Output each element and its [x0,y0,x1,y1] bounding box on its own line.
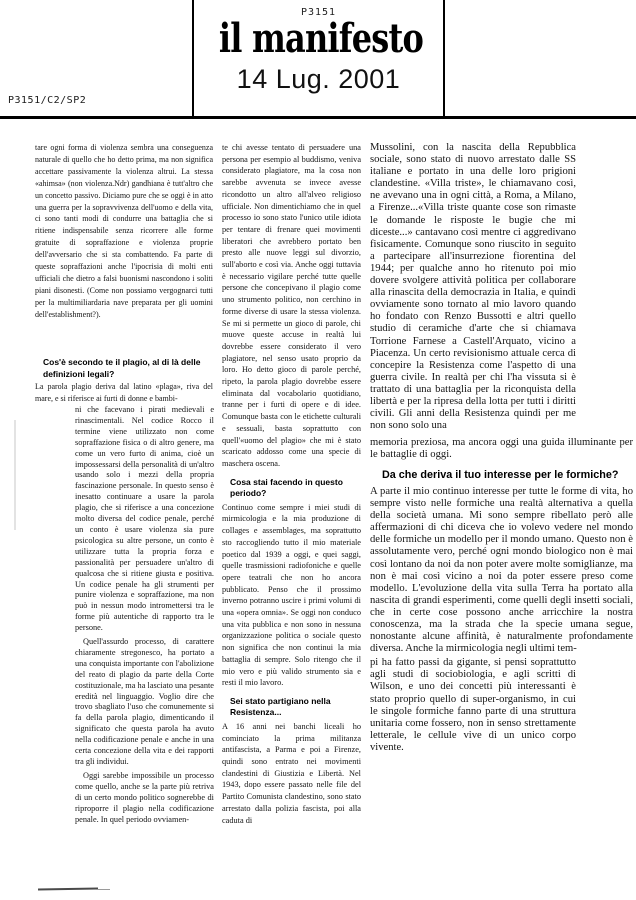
article-column-2 [222,142,361,826]
scan-artifact-line [38,887,98,890]
question-heading-resistenza: Sei stato partigiano nella Resistenza... [230,695,331,718]
newspaper-masthead: il manifesto [218,15,424,62]
issue-date: 14 Lug. 2001 [236,64,401,94]
article-column-1-paragraph-2-body: ni che facevano i pirati medievali e rinascimentali. Nel codice Rocco il termine viene utilizzato non come sopraffazione fisica o di altro genere, ma come un vero furto di anima, cioè un impossessarsi della personalità di un'altro usando solo i mezzi della propria fascinazione personale. In questo senso è inesatto continuare a usare la parola plagio, che si riferisce a una concezione molto diversa del codice penale, perché un conto è usare violenza sia pure psicologica su altre persone, un conto è utilizzare tutta la propria forza e passionalità per persuadere un'altro di qualcosa che si ritiene giusta e positiva. Un codice penale ha gli strumenti per punire violenza e sopraffazione, ma non può in nessun modo intromettersi tra le forme più autentiche di rapporto tra le persone. [75,405,214,633]
article-column-3-paragraph-2: memoria preziosa, ma ancora oggi una guida illuminante per le battaglie di oggi. [370,437,633,461]
question-heading-periodo: Cosa stai facendo in questo periodo? [230,476,343,499]
article-column-2-paragraph-2: Continuo come sempre i miei studi di mirmicologia e la mia produzione di collages e assemblages, ma soprattutto sto raccogliendo tutto il mio materiale poetico dal 1939 a oggi, e quei saggi, quelle trasmissioni radiofoniche e quelle opere teatrali che non ho ancora pubblicato. Penso che il prossimo inverno potranno uscire i primi volumi di una «opera omnia». Se oggi non conduco una vita pubblica e non sono in nessuna organizzazione politica o sociale questo non significa che non continui la mia battaglia di sempre. Solo ritengo che il mio vero e più valido strumento sia e resti il mio lavoro. [222,502,361,688]
article-column-1-paragraph-3: Quell'assurdo processo, di carattere chiaramente stregonesco, ha portato a una conquista importante con l'abolizione del reato di plagio da parte della Corte costituzionale, ma ha lasciato una pesante eredità nel linguaggio. Voglio dire che trovo sbagliato l'uso che comunemente si fa della parola plagio, dimenticando il significato che questa parola ha avuto nella codificazione penale e anche in una certa concezione della vita e dei rapporti tra gli individui. [75,637,214,766]
masthead-box [192,0,445,116]
press-review-code: P3151/C2/SP2 [8,95,87,106]
article-column-2-paragraph-3: A 16 anni nei banchi liceali ho cominciato la prima militanza antifascista, a Parma e poi a Firenze, quindi sono entrato nei movimenti clandestini di Giustizia e Libertà. Nel 1943, dopo essere passato nelle file del Partito Comunista clandestino, sono stato arrestato dalla polizia fascista, poi alla caduta di [222,721,361,825]
article-column-3-paragraph-3: A parte il mio continuo interesse per tutte le forme di vita, ho sempre visto nelle formiche una realtà alternativa a quella della società umana. Mi sono sempre ribellato però alle affermazioni di chi diceva che io volevo vedere nel mondo delle formiche un modello per il mondo umano. Questo non è assolutamente vero, perché ogni mondo biologico non è mai così lontano da noi da non poter avere molte somiglianze, ma non è mai così vicino a noi da poter essere preso come modello. L'evoluzione della vita sulla Terra ha portato alla nascita di grandi esperimenti, come quelli degli insetti sociali, che in certe cose possono anche arricchire la nostra conoscenza, ma la strada che la specie umana segue, nonostante alcune affinità, è naturalmente profondamente diversa. Anche la mirmicologia negli ultimi tem- [370,485,633,655]
article-column-1-paragraph-4: Oggi sarebbe impossibile un processo come quello, anche se la parte più retriva di un certo mondo politico sognerebbe di riproporre il plagio nella codificazione penale. In quel periodo ovviamen- [75,770,214,824]
question-heading-formiche: Da che deriva il tuo interesse per le formiche? [382,469,619,482]
article-column-2-paragraph-1: te chi avesse tentato di persuadere una persona per esempio al buddismo, veniva considerato plagiatore, ma la cosa non sarebbe avvenuta se invece avesse ricondotto un altro all'alveo religioso ufficiale. Non dimentichiamo che in quel processo io sono stato l'unico utile idiota per tentare di frenare quei movimenti liberatori che avrebbero portato ben presto alle nuove leggi sul divorzio, sull'aborto e così via. Anche oggi tuttavia è necessario vigilare perché tutte quelle persone che concepivano il plagio come uno strumento politico, non cerchino in forme diverse di usare la stessa violenza. Se mi si permette un gioco di parole, chi muove queste accuse in realtà lui dovrebbe essere considerato il vero plagiatore, nel senso usato proprio da loro. Ho detto gioco di parole perché, ripeto, la parola plagio dovrebbe essere eliminata dal vocabolario quotidiano, tranne per i furti di opere e di idee. Comunque basta con le etichette culturali e sessuali, basta soprattutto con quell'«uomo del plagio» che mi è stato scaricato addosso come una specie di maschera oscena. [222,143,361,468]
article-column-3-paragraph-4: pi ha fatto passi da gigante, si pensi soprattutto agli studi di sociobiologia, e agli scritti di Wilson, e uno dei concetti più interessanti è stato proprio quello di super-organismo, in cui le singole formiche fanno parte di una struttura unitaria come fossero, non in senso strettamente letterale, le cellule vive di un unico corpo vivente. [370,657,576,753]
scan-artifact-line-tail [96,889,110,890]
article-column-3-paragraph-1: Mussolini, con la nascita della Repubblica sociale, sono stato di nuovo arrestato dalle SS italiane e portato in una delle loro prigioni clandestine. «Villa triste», le chiamavano così, ne avevano una in ogni città, a Roma, a Milano, a Firenze...«Villa triste quante cose son rimaste le domande le risposte le bugie che mi diceste...» cantavano così mentre ci aggredivano fisicamente. Comunque sono riuscito in seguito a partecipare all'insurrezione fiorentina del 1944; per qualche anno ho ritenuto poi mio dovere svolgere attività politica per collaborare alla rinascita della democrazia in Italia, e quindi ovviamente sono tornato al mio lavoro quando ho fondato con Renzo Bussotti e altri quello studio di ceramiche d'arte che si chiamava Torrione Farnese a Castell'Arquato, vicino a Piacenza. Un certo revisionismo attuale cerca di concepire la Resistenza come l'aspetto di una guerra civile. In realtà per chi l'ha vissuta si è trattato di una battaglia per la riconquista della libertà e per la ripresa della lotta per tutti i diritti civili. Gli anni della Resistenza quindi per me non sono solo una [370,142,576,432]
clipping-code: P3151 [300,7,337,18]
scan-edge-streak [14,420,16,530]
article-column-1-paragraph-1: tare ogni forma di violenza sembra una conseguenza naturale di quello che ho detto prima, ma non significa accettare passivamente la violenza altrui. La stessa «ahimsa» (non violenza.Ndr) gandhiana è tutt'altro che un concetto passivo. Diciamo pure che se oggi è in atto una guerra per la sopravvivenza dell'uomo e della vita, ci sono tanti modi di condurre una battaglia che si ritiene indispensabile senza ricorrere alle forme gratuite di sopraffazione e violenza proprie dell'avversario che si sta combattendo. Fa parte di queste sopraffazioni anche l'ipocrisia di molti enti ufficiali che dietro a falsi buonismi nascondono i soliti piani disonesti. (Come non possiamo vergognarci tutti per la multimiliardaria nave preparata per gli uomini dell'establishment?). [35,143,213,319]
article-column-3 [370,142,633,754]
article-column-1-narrow-block [75,405,214,825]
header-rule [0,116,636,119]
question-heading-plagio: Cos'è secondo te il plagio, al di là delle definizioni legali? [43,357,201,379]
article-column-1-paragraph-2-lead: La parola plagio deriva dal latino «plaga», riva del mare, e si riferisce ai furti di donne e bambi- [35,382,213,403]
